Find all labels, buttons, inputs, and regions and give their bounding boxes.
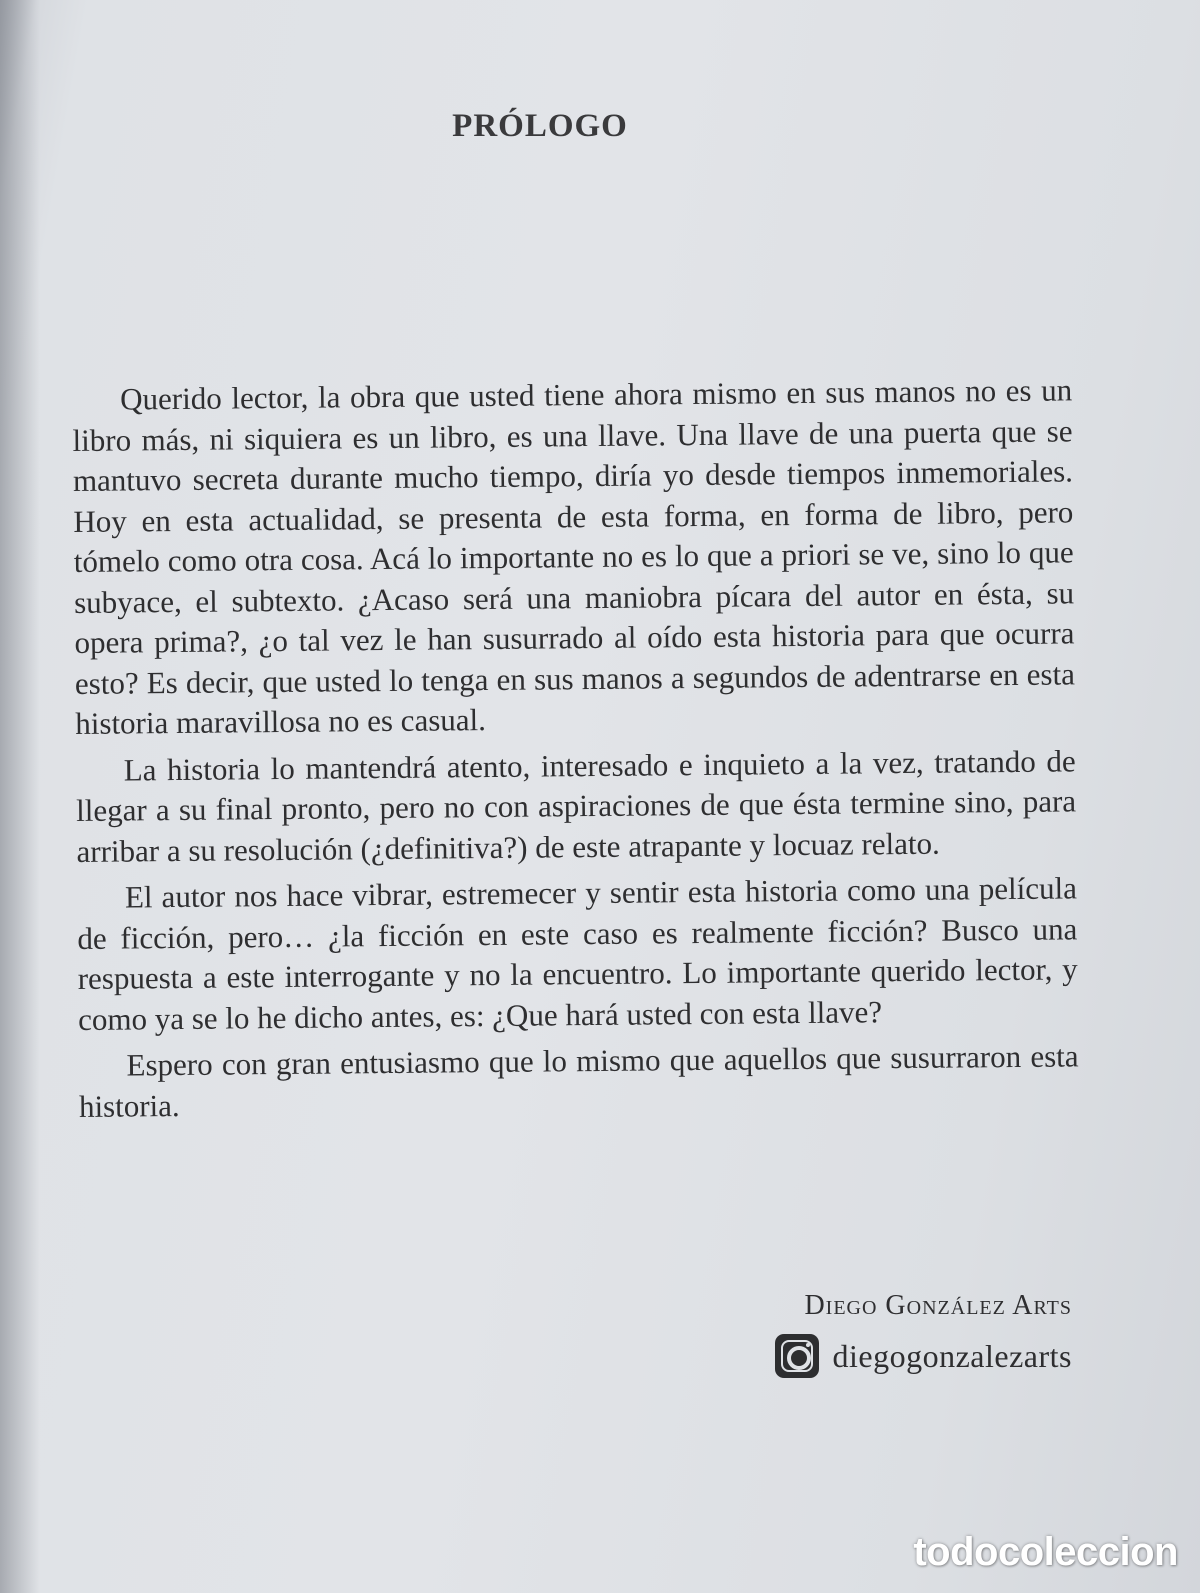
signature-block bbox=[775, 1290, 1073, 1378]
instagram-icon bbox=[775, 1334, 819, 1378]
prologue-body bbox=[72, 370, 1079, 1133]
page-title: PRÓLOGO bbox=[452, 108, 628, 144]
paragraph-4: Espero con gran entusiasmo que lo mismo que aquellos que susurraron esta historia. bbox=[78, 1038, 1079, 1124]
watermark-logo: todocoleccion bbox=[913, 1530, 1178, 1574]
spine-shadow bbox=[0, 0, 40, 1593]
paragraph-1: Querido lector, la obra que usted tiene ahora mismo en sus manos no es un libro más, ni siquiera es un libro, es una llave. Una llave de una puerta que se mantuvo secreta durante mucho tiempo, diría yo desde tiempos inmemoriales. Hoy en esta actualidad, se presenta de esta forma, en forma de libro, pero tómelo como otra cosa. Acá lo importante no es lo que a priori se ve, sino lo que subyace, el subtexto. ¿Acaso será una maniobra pícara del autor en ésta, su opera prima?, ¿o tal vez le han susurrado al oído esta historia para que ocurra esto? Es decir, que usted lo tenga en sus manos a segundos de adentrarse en esta historia maravillosa no es casual. bbox=[72, 372, 1076, 741]
paragraph-3: El autor nos hace vibrar, estremecer y sentir esta historia como una película de ficción, pero… ¿la ficción en este caso es realmente ficción? Busco una respuesta a este interrogante y no la encuentro. Lo importante querido lector, y como ya se lo he dicho antes, es: ¿Que hará usted con esta llave? bbox=[77, 870, 1078, 1037]
author-name: Diego González Arts bbox=[804, 1290, 1072, 1321]
social-handle: diegogonzalezarts bbox=[832, 1337, 1072, 1374]
paragraph-2: La historia lo mantendrá atento, interesado e inquieto a la vez, tratando de llegar a su final pronto, pero no con aspiraciones de que ésta termine sino, para arribar a su resolución (¿definitiva?) de este atrapante y locuaz relato. bbox=[75, 742, 1077, 869]
social-handle-row bbox=[775, 1334, 1073, 1378]
